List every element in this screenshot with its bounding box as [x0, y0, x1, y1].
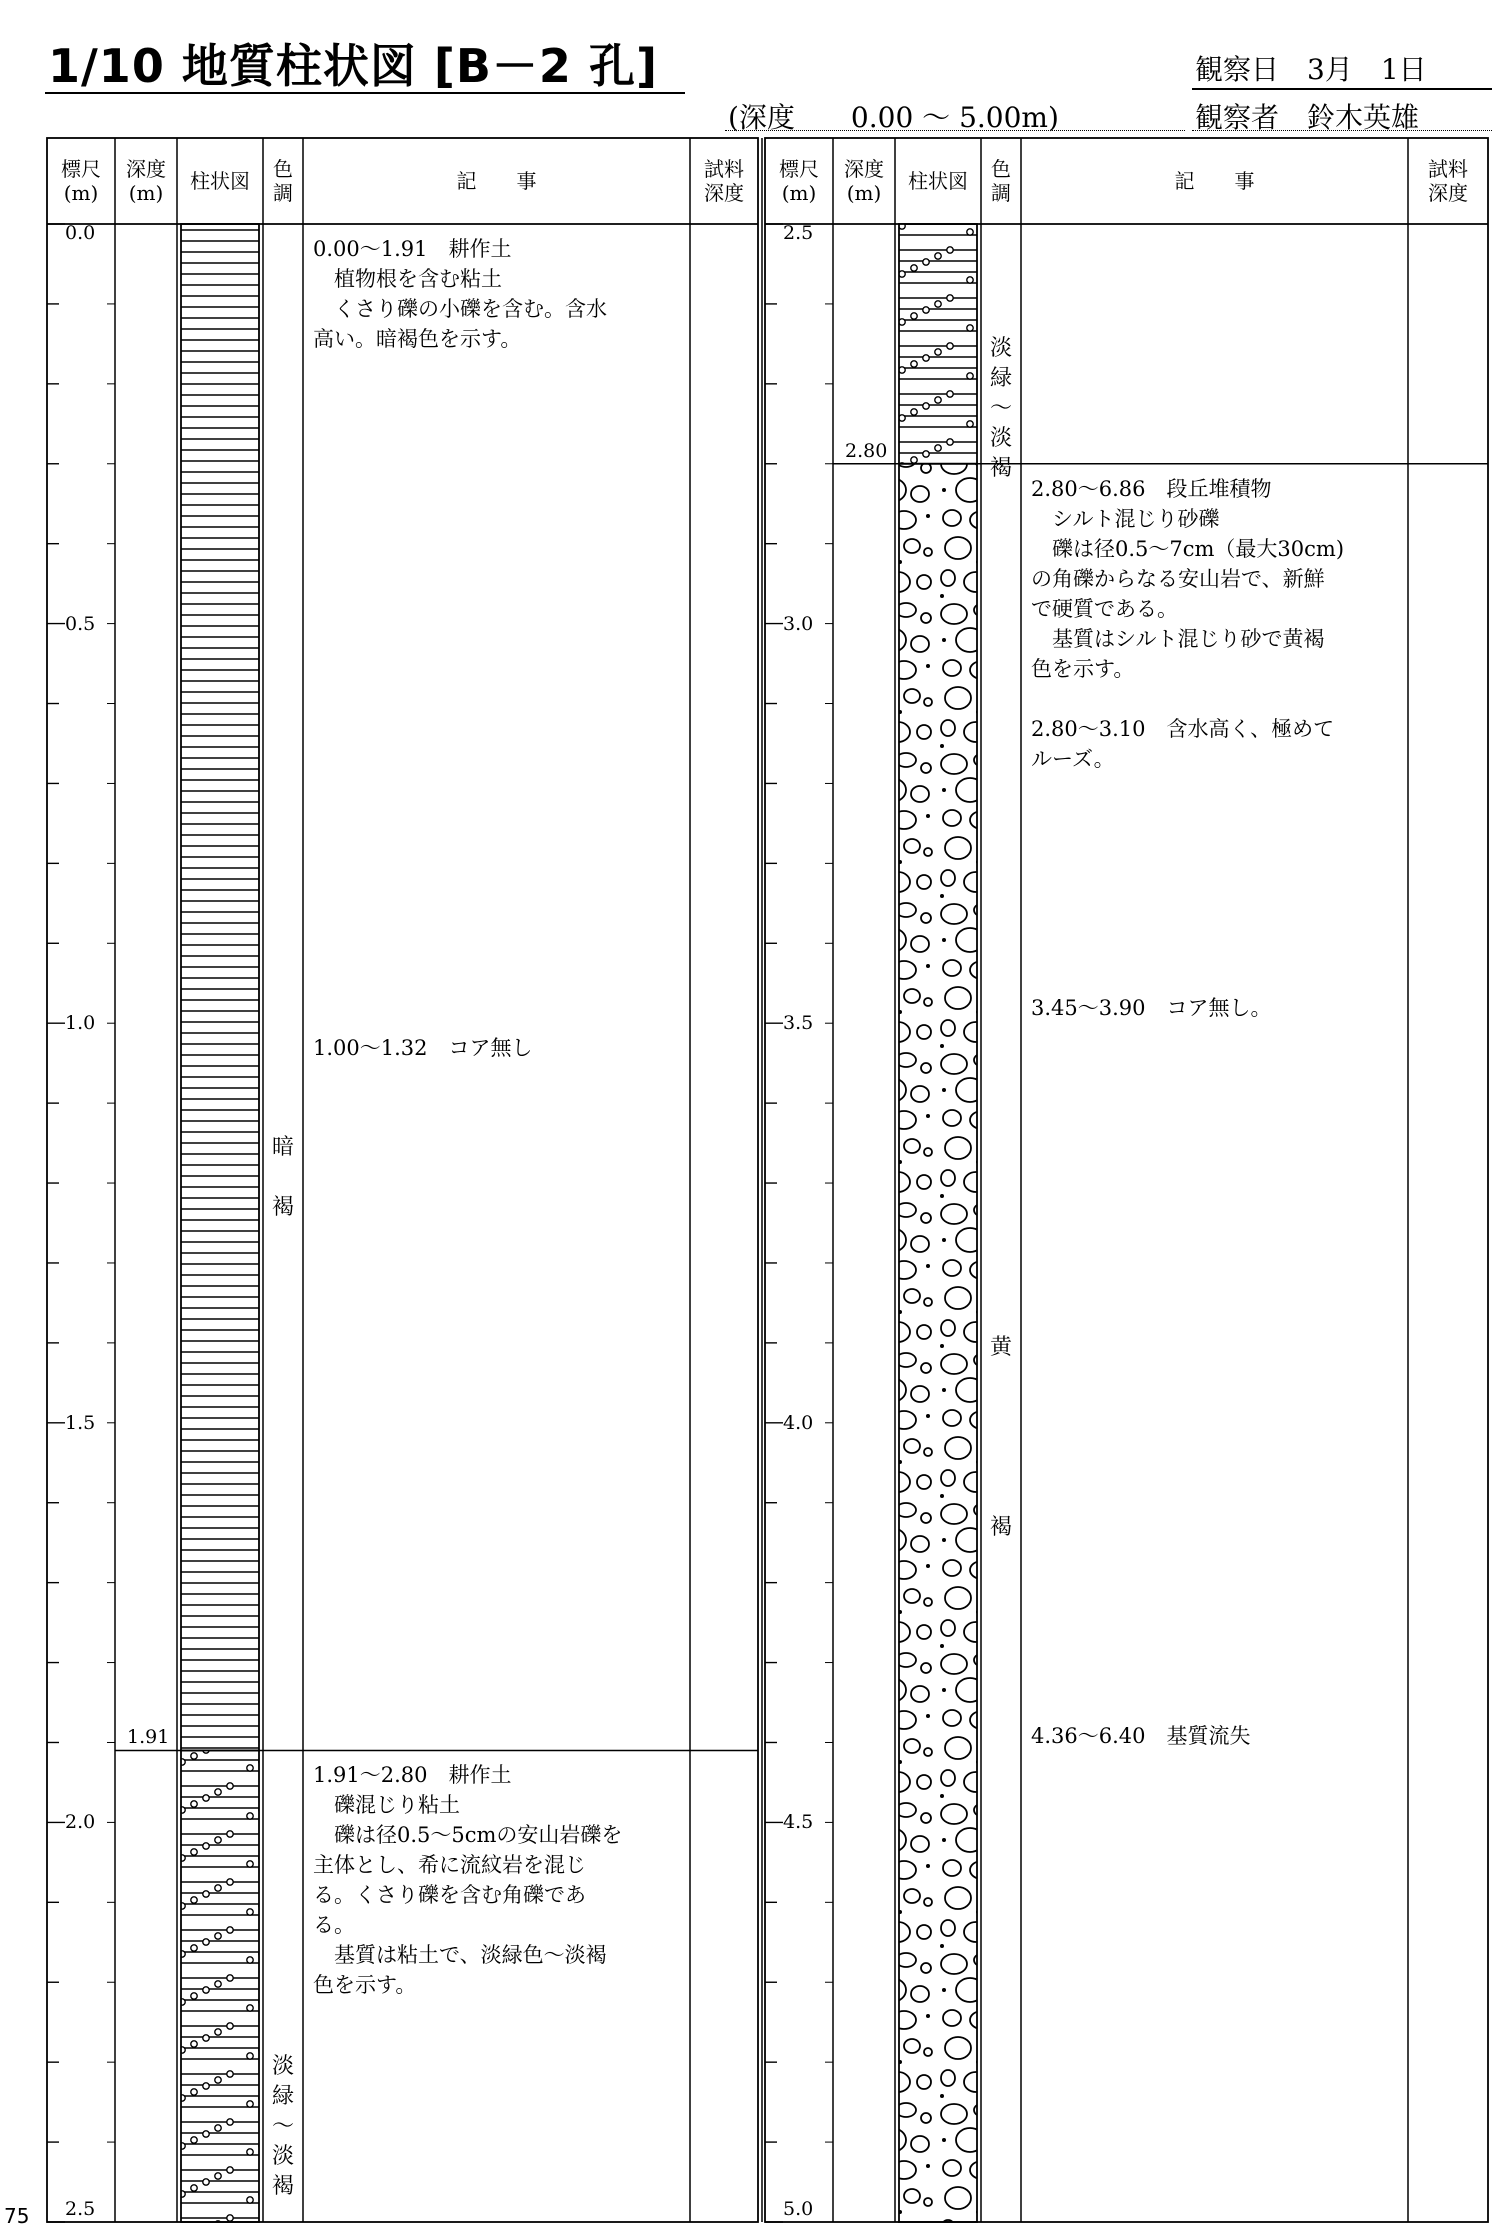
layer-note: 2.80～3.10 含水高く、極めて ルーズ。 — [1031, 716, 1335, 771]
scale-label: 4.0 — [783, 1411, 814, 1434]
depth-header-right: 深度 (m) — [844, 157, 884, 205]
page-title: 1/10 地質柱状図 [B－2 孔] — [48, 39, 658, 93]
depth-header-left: 深度 (m) — [126, 157, 166, 205]
column-header-right: 柱状図 — [908, 169, 968, 193]
sample-header-right: 試料 深度 — [1428, 157, 1468, 205]
scale-header-left: 標尺 (m) — [61, 157, 101, 205]
color-header-right: 色 調 — [991, 157, 1011, 205]
scale-label: 1.5 — [65, 1411, 96, 1434]
scale-label: 2.5 — [783, 222, 814, 244]
scale-header-right: 標尺 (m) — [779, 157, 819, 205]
scale-label: 2.0 — [65, 1811, 96, 1834]
scale-label: 5.0 — [783, 2198, 814, 2220]
color-tone: 黄 褐 — [989, 1334, 1012, 1540]
observation-date: 観察日 3月 1日 — [1195, 53, 1427, 86]
scale-label: 0.0 — [65, 222, 96, 244]
lithology-gravelly-clay — [181, 1750, 259, 2222]
layer-note: 0.00～1.91 耕作土 植物根を含む粘土 くさり礫の小礫を含む。含水 高い。暗褐色を示す。 — [313, 237, 607, 351]
depth-marker-label: 2.80 — [845, 439, 888, 462]
scale-label: 0.5 — [65, 612, 96, 635]
layer-note: 1.00～1.32 コア無し — [313, 1036, 533, 1061]
layer-note: 2.80～6.86 段丘堆積物 シルト混じり砂礫 礫は径0.5～7cm（最大30cm) の角礫からなる安山岩で、新鮮 で硬質である。 基質はシルト混じり砂で黄褐 色を示す。 — [1031, 476, 1345, 681]
scale-label: 3.5 — [783, 1012, 814, 1035]
depth-range: (深度 0.00 ～ 5.00m) — [728, 101, 1059, 134]
lithology-sandy-gravel — [899, 464, 977, 2222]
notes-header-left: 記 事 — [456, 169, 537, 193]
scale-label: 1.0 — [65, 1012, 96, 1035]
lithology-clay — [181, 224, 259, 1750]
column-header-left: 柱状図 — [190, 169, 250, 193]
page-number: 75 — [4, 2204, 30, 2228]
lithology-gravelly-clay — [899, 224, 977, 464]
notes-header-right: 記 事 — [1174, 169, 1255, 193]
layer-note: 1.91～2.80 耕作土 礫混じり粘土 礫は径0.5～5cmの安山岩礫を 主体とし、希に流紋岩を混じ る。くさり礫を含む角礫であ る。 基質は粘土で、淡緑色～淡褐 色を示す。 — [313, 1763, 623, 1998]
color-header-left: 色 調 — [273, 157, 293, 205]
depth-marker-label: 1.91 — [127, 1726, 170, 1749]
sample-header-left: 試料 深度 — [704, 157, 744, 205]
layer-note: 3.45～3.90 コア無し。 — [1031, 996, 1272, 1021]
observer: 観察者 鈴木英雄 — [1195, 101, 1420, 134]
scale-label: 4.5 — [783, 1811, 814, 1834]
color-tone: 淡 緑 ～ 淡 褐 — [271, 2054, 294, 2200]
layer-note: 4.36～6.40 基質流失 — [1031, 1723, 1251, 1748]
color-tone: 淡 緑 ～ 淡 褐 — [989, 335, 1012, 481]
scale-label: 3.0 — [783, 612, 814, 635]
scale-label: 2.5 — [65, 2198, 96, 2220]
color-tone: 暗 褐 — [271, 1135, 294, 1221]
